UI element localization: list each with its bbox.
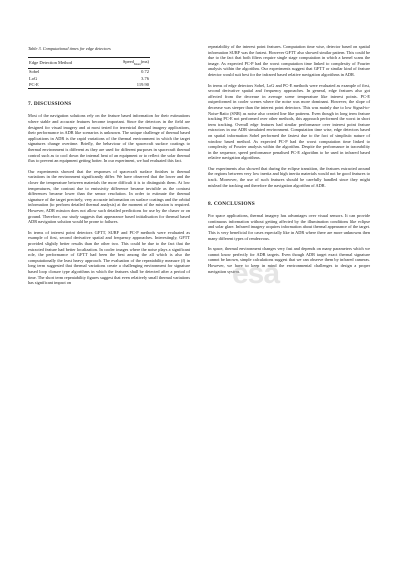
table-cell-speed: 3.76	[141, 75, 149, 81]
table-header-speed	[103, 58, 150, 68]
conclusion-paragraph: In space, thermal environment changes very fast and depends on many parameters which we cannot know perfectly for ADR targets. Even though ADR target exact thermal signature cannot be known, simple calculations suggest that we can observe them by infrared cameras. However, we have to keep in mind the environmental challenges to design a proper navigation system.	[208, 246, 370, 274]
left-column	[28, 44, 190, 291]
table-cell-speed: 119.90	[103, 82, 150, 89]
right-column	[208, 44, 370, 279]
table-header-row	[28, 58, 150, 68]
computational-times-table	[28, 57, 150, 89]
section-7-paragraph: In terms of interest point detectors GFTT, SURF and PC-P methods were evaluated as example of first, second derivative spatial and frequency approaches. Interestingly, GFTT provided slightly better results than the other two. This could be due to the fact that the extracted feature had better localization. In cooler images where the noise plays a significant role, the performance of GFTT had been the best among the all which is also the computationally the least heavy approach. The evaluation of the repeatability measure (f) in long term suggested that thermal variations create a challenging environment for signature based loop closure type algorithms in which the features shall be detected after a period of time. The short term repeatability figures suggest that even relatively small thermal variations has significant impact on	[28, 229, 190, 286]
section-7-heading: 7. DISCUSSIONS	[28, 101, 72, 108]
table-header-speed-label: Speed	[122, 58, 134, 64]
table-cell-method: PC-E	[28, 82, 103, 89]
table-header-method: Edge Detection Method	[28, 58, 103, 68]
discussion-paragraph: repeatability of the interest point features. Computation time wise, detector based on spatial information SURF was the fastest. However GFTT also showed similar pattern. This could be due to the fact that both filters require single stage computation in which a kernel scans the image. As expected PC-P had the worst computation time linked to complexity of Fourier analysis within the algorithm. Our experiments suggest that GFTT or similar kind of feature detector would suit best for the infrared based relative navigation algorithms in ADR.	[208, 44, 370, 77]
section-gap	[208, 193, 370, 201]
table-cell-method: Sobel	[29, 69, 40, 75]
table-header-speed-sub: Mean	[133, 61, 141, 66]
esa-watermark-logo: esa	[232, 257, 280, 290]
table-row	[28, 82, 150, 89]
discussion-paragraph: Our experiments also showed that during the eclipse transition, the features extracted around the regions between very low inertia and high inertia materials would not be good features to track. Moreover, the use of such features should be carefully handled since they might mislead the tracking and therefore the navigation algorithm of ADR.	[208, 165, 370, 188]
section-8-heading: 8. CONCLUSIONS	[208, 201, 255, 208]
table-header-speed-unit: (ms)	[140, 58, 149, 64]
table-cell-method: LoG	[29, 75, 38, 81]
table-caption: Table 3. Computational times for edge detectors	[28, 46, 111, 51]
section-7-paragraph: Our experiments showed that the responses of spacecraft surface finishes to thermal variations in the environment significantly differ. We have observed that the lower and the closer the temperature between materials the more difficult it is to distinguish them. At low temperatures, the contrast due to emissivity difference became invisible as the contrast differences became lower than the sensor resolution. In order to estimate the thermal signature of the target precisely, very accurate information on surface coatings and the orbital information (to perform detailed thermal analysis) at the moment of the mission is required. However, ADR mission does not allow such detailed predictions for use by the chaser or on ground. Therefore, our study suggests that appearance based initialisation for thermal based ADR navigation solution would be prone to failures.	[28, 168, 190, 225]
table-cell-speed: 0.72	[141, 69, 149, 75]
discussion-paragraph: In terms of edge detectors Sobel, LoG and PC-E methods were evaluated as example of first, second derivative spatial and frequency approaches. In general, edge features also got affected from the decrease in average scene temperature like interest points. PC-E outperformed in cooler scenes where the noise was more dominant. However, the slope of decrease was steeper than the interest point detectors. This was mainly due to low Signal-to-Noise-Ratio (SNR) as noise also created line like patterns. Even though in long term feature tracking PC-E not performed over other methods, this approach performed the worst in short term tracking. Overall edge features had similar performance over interest point feature extractors in our ADR simulated environment. Computation time wise, edge detectors based on spatial information Sobel performed the fastest due to the fact of simplistic nature of window based method. As expected PC-P had the worst computation time linked to complexity of Fourier analysis within the algorithm. Despite the performance in traceability in the sequence, speed performance penalised PC-E algorithm to be used in infrared based relative navigation algorithms.	[208, 82, 370, 161]
table-row	[28, 68, 150, 75]
conclusion-paragraph: For space applications, thermal imagery has advantages over visual sensors. It can provide continuous information without getting affected by the illumination conditions like eclipse and solar glare. Infrared imagery acquires information about thermal appearance of the target. This is very beneficial for cases especially like in ADR where there are more unknowns then many different types of rendezvous.	[208, 213, 370, 241]
table-row	[28, 75, 150, 82]
section-7-paragraph: Most of the navigation solutions rely on the feature based information for their estimations where stable and accurate features become important. Since the detectors in the field are designed for visual imagery and at most tested for terrestrial thermal imagery applications, their performance in ADR like scenarios is unknown. The unique challenge of thermal based applications in ADR is the rapid variations of the thermal environment in which the target signatures change overtime. Briefly, the behaviour of the spacecraft surface coatings to thermal environment is different as they are used for different purposes in spacecraft thermal control such as to cool down the internal heat of an equipment or to reflect the solar thermal flux to prevent an equipment getting hotter. In our experiment, we had evaluated this fact.	[28, 113, 190, 164]
